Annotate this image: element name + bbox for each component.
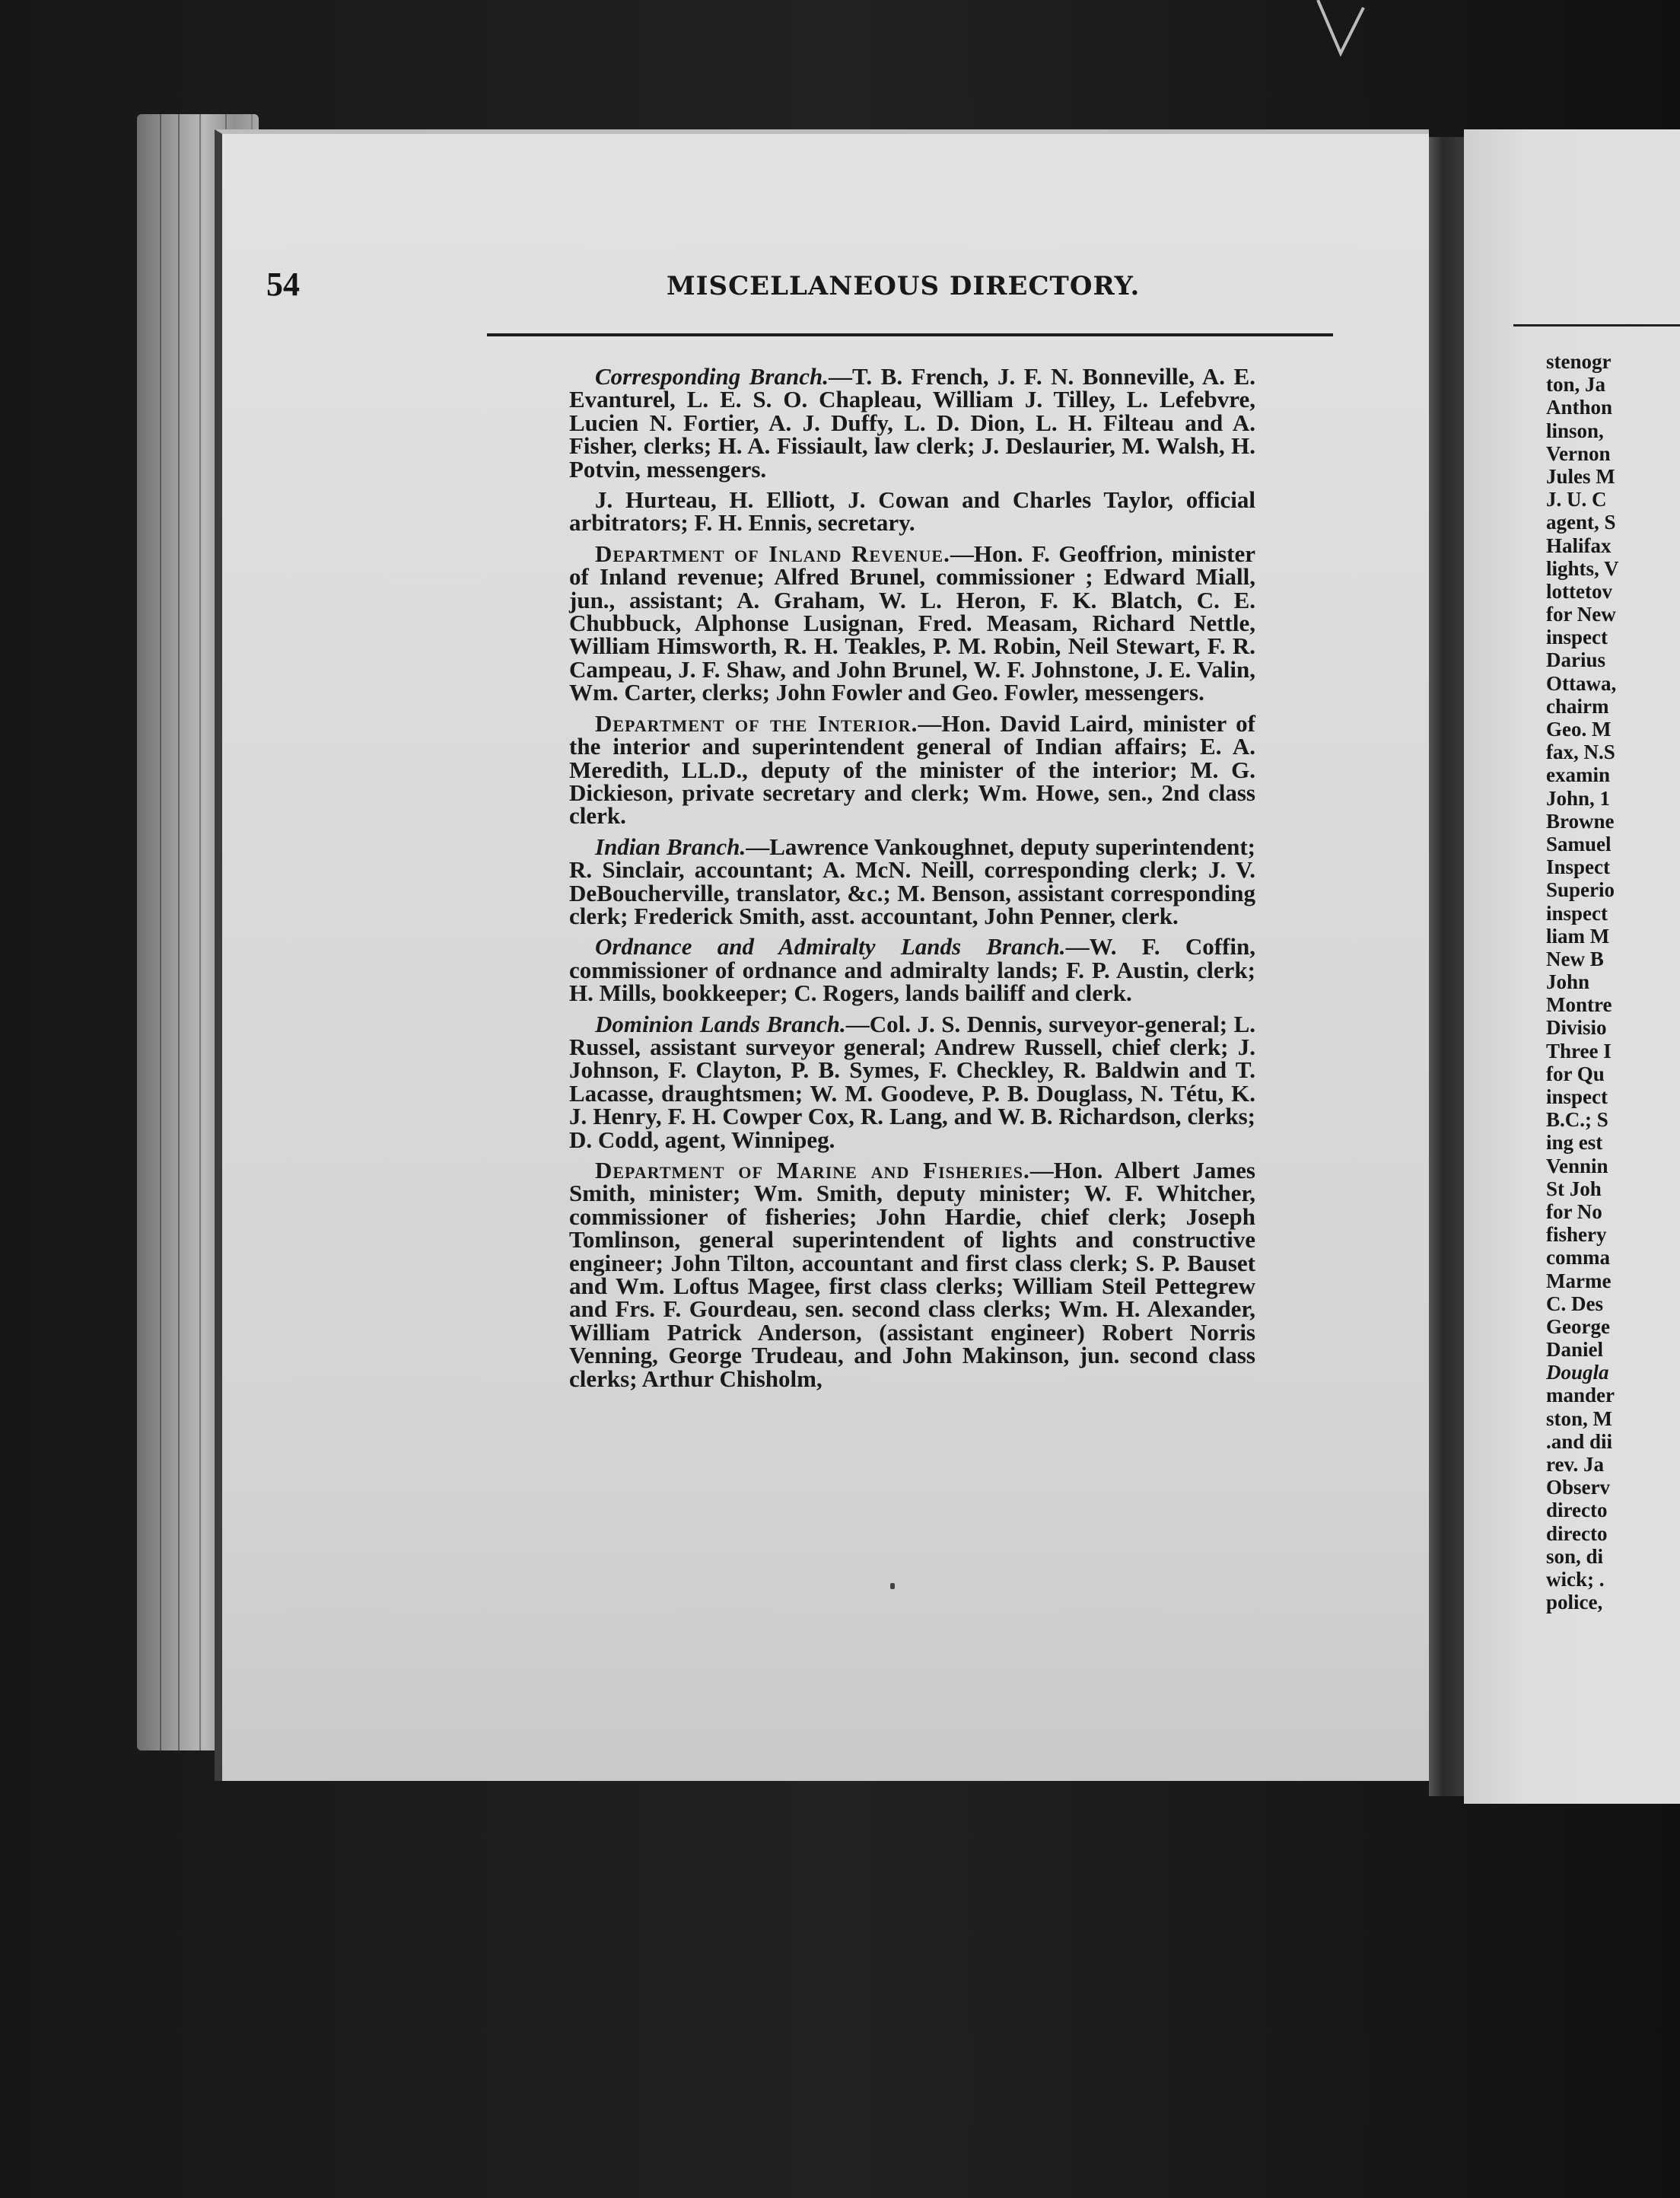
right-page-line: Montre (1546, 993, 1612, 1017)
right-page-line: Darius (1546, 648, 1606, 672)
right-page-line: linson, (1546, 419, 1604, 442)
right-page-line: John (1546, 970, 1590, 994)
entry-heading: Indian Branch. (595, 833, 746, 860)
directory-entry (569, 540, 1255, 706)
entry-text: —T. B. French, J. F. N. Bonneville, A. E. Evanturel, L. E. S. O. Chapleau, William J. Tilley, L. Lefebvre, Lucien N. Fortier, A. J. Duffy, L. D. Dion, L. H. Filteau and A. Fisher, clerks; H. A. Fissiault, law clerk; J. Deslaurier, M. Walsh, H. Potvin, messengers. (569, 363, 1255, 483)
right-page-line: J. U. C (1546, 488, 1607, 511)
right-page-line: B.C.; S (1546, 1108, 1608, 1132)
right-page-line: lottetov (1546, 579, 1612, 603)
directory-entry (569, 935, 1255, 1005)
entry-heading: Dominion Lands Branch. (595, 1010, 846, 1037)
entry-heading: Department of the Interior. (595, 709, 918, 737)
right-page-line: inspect (1546, 1085, 1608, 1108)
entry-heading: Department of Marine and Fisheries. (595, 1157, 1030, 1183)
right-page-line: Observ (1546, 1476, 1610, 1499)
right-page-line: for Qu (1546, 1062, 1605, 1085)
right-page-line: directo (1546, 1499, 1608, 1522)
entry-text: J. Hurteau, H. Elliott, J. Cowan and Charles Taylor, official arbitrators; F. H. Ennis, secretary. (569, 486, 1255, 537)
right-page-line: C. Des (1546, 1292, 1603, 1315)
right-page-line: fishery (1546, 1223, 1607, 1247)
right-page-line: Dougla (1546, 1361, 1609, 1384)
right-page-line: Vernon (1546, 441, 1611, 465)
running-head: MISCELLANEOUS DIRECTORY. (667, 271, 1141, 301)
right-page-line: Inspect (1546, 855, 1611, 879)
right-page-line: ton, Ja (1546, 373, 1606, 397)
ink-speck (890, 1583, 895, 1589)
right-page-line: agent, S (1546, 511, 1616, 534)
directory-text-column (569, 365, 1255, 1398)
directory-entry (569, 486, 1255, 537)
right-page-line: lights, V (1546, 556, 1619, 580)
scratch-mark-icon (1310, 0, 1371, 68)
entry-heading: Ordnance and Admiralty Lands Branch. (595, 933, 1066, 960)
entry-text: —W. F. Coffin, commissioner of ordnance and admiralty lands; F. P. Austin, clerk; H. Mills, bookkeeper; C. Rogers, lands bailiff and clerk. (569, 933, 1255, 1007)
right-page-line: George (1546, 1314, 1610, 1338)
directory-entry (569, 365, 1255, 481)
right-page-line: examin (1546, 763, 1610, 787)
right-page-line: Superio (1546, 878, 1615, 902)
right-page-line: Geo. M (1546, 718, 1612, 741)
right-page-line: for No (1546, 1199, 1602, 1223)
right-page-line: ston, M (1546, 1406, 1612, 1430)
right-page-line: Daniel (1546, 1338, 1604, 1362)
right-page-line: inspect (1546, 901, 1608, 925)
right-page-line: mander (1546, 1384, 1615, 1407)
right-page-line: inspect (1546, 626, 1608, 649)
entry-text: —Hon. F. Geoffrion, minister of Inland revenue; Alfred Brunel, commissioner ; Edward Miall, jun., assistant; A. Graham, W. L. Heron, F. K. Blatch, C. E. Chubbuck, Alphonse Lusignan, Fred. Measam, Richard Nettle, William Himsworth, R. H. Teakles, P. M. Robin, Neil Stewart, F. R. Campeau, J. F. Shaw, and John Brunel, W. F. Johnstone, J. E. Valin, Wm. Carter, clerks; John Fowler and Geo. Fowler, messengers. (569, 540, 1255, 706)
right-page-line: John, 1 (1546, 786, 1611, 810)
right-page-line: directo (1546, 1521, 1608, 1545)
right-page-line: New B (1546, 947, 1604, 970)
directory-entry (569, 1010, 1255, 1153)
right-page-line: Anthon (1546, 396, 1613, 419)
right-page-line: chairm (1546, 694, 1609, 718)
right-page-line: liam M (1546, 924, 1610, 948)
right-page-line: fax, N.S (1546, 741, 1615, 764)
header-rule (487, 333, 1333, 336)
right-page-line: Divisio (1546, 1016, 1607, 1040)
right-page-line: St Joh (1546, 1177, 1602, 1200)
right-page-line: stenogr (1546, 350, 1612, 373)
right-page-line: for New (1546, 603, 1616, 626)
entry-text: —Hon. Albert James Smith, minister; Wm. Smith, deputy minister; W. F. Whitcher, commissioner of fisheries; John Hardie, chief clerk; Joseph Tomlinson, general superintendent of lights and constructive engineer; John Tilton, accountant and first class clerk; S. P. Bauset and Wm. Loftus Magee, first class clerks; William Steil Pettegrew and Frs. F. Gourdeau, sen. second class clerks; Wm. H. Alexander, William Patrick Anderson, (assistant engineer) Robert Norris Venning, George Trudeau, and John Makinson, jun. second class clerks; Arthur Chisholm, (569, 1157, 1255, 1392)
right-page-line: Three I (1546, 1039, 1612, 1062)
right-page-line: wick; . (1546, 1567, 1605, 1591)
book-gutter (1429, 137, 1464, 1796)
right-page-line: Samuel (1546, 832, 1612, 855)
right-page-line: Browne (1546, 809, 1615, 833)
right-page (1464, 129, 1680, 1804)
entry-text: —Col. J. S. Dennis, surveyor-general; L. Russel, assistant surveyor general; Andrew Russell, chief clerk; J. Johnson, F. Clayton, P. B. Symes, F. Checkley, R. Baldwin and T. Lacasse, draughtsmen; W. M. Goodeve, P. B. Douglass, N. Tétu, K. J. Henry, F. H. Cowper Cox, R. Lang, and W. B. Richardson, clerks; D. Codd, agent, Winnipeg. (569, 1010, 1255, 1153)
right-page-line: Halifax (1546, 534, 1612, 557)
right-page-line: son, di (1546, 1544, 1604, 1568)
page-number: 54 (266, 266, 300, 303)
right-page-line: .and dii (1546, 1429, 1613, 1453)
right-page-line: Marme (1546, 1269, 1612, 1292)
right-page-rule (1513, 324, 1680, 327)
entry-text: —Lawrence Vankoughnet, deputy superintendent; R. Sinclair, accountant; A. McN. Neill, corresponding clerk; J. V. DeBoucherville, translator, &c.; M. Benson, assistant corresponding clerk; Frederick Smith, asst. accountant, John Penner, clerk. (569, 833, 1255, 929)
right-page-line: Jules M (1546, 464, 1615, 488)
entry-text: —Hon. David Laird, minister of the interior and superintendent general of Indian affairs; E. A. Meredith, LL.D., deputy of the minister of the interior; M. G. Dickieson, private secretary and clerk; Wm. Howe, sen., 2nd class clerk. (569, 709, 1256, 830)
right-page-line: Vennin (1546, 1154, 1608, 1177)
right-page-line: Ottawa, (1546, 671, 1617, 695)
right-page-line: ing est (1546, 1131, 1603, 1155)
entry-heading: Corresponding Branch. (595, 363, 829, 390)
right-page-line: rev. Ja (1546, 1453, 1604, 1476)
right-page-line: comma (1546, 1246, 1610, 1269)
right-page-line: police, (1546, 1591, 1603, 1614)
directory-entry (569, 1159, 1255, 1390)
entry-heading: Department of Inland Revenue. (595, 540, 950, 567)
right-page-text-fragments (1546, 350, 1680, 1613)
directory-entry (569, 709, 1256, 830)
directory-entry (569, 833, 1255, 929)
